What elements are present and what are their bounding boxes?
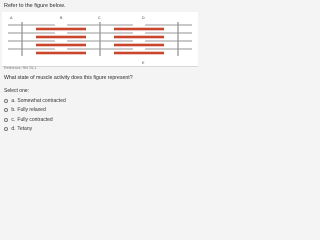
radio-c[interactable] [4, 118, 8, 122]
thick-filament [36, 36, 86, 39]
radio-b[interactable] [4, 108, 8, 112]
option-d[interactable] [4, 125, 66, 135]
radio-a[interactable] [4, 99, 8, 103]
option-d-letter: d. [11, 126, 16, 133]
label-e: E [142, 61, 145, 65]
answer-options [4, 96, 66, 134]
reference-note: Reference: Ref 25-1 [4, 66, 37, 70]
option-c-text: Fully contracted [17, 116, 53, 123]
option-d-text: Tetany [17, 126, 33, 133]
label-c: C [98, 16, 101, 20]
option-c-letter: c. [11, 116, 16, 123]
label-a: A [10, 16, 13, 20]
thick-filament [36, 28, 86, 31]
question-text: What state of muscle activity does this figure represent? [4, 75, 133, 81]
option-a-letter: a. [11, 97, 16, 104]
option-a[interactable] [4, 96, 66, 106]
thick-filament [114, 36, 164, 39]
option-b-letter: b. [11, 107, 16, 114]
thick-filament [36, 52, 86, 55]
thick-filament [114, 44, 164, 47]
option-a-text: Somewhat contracted [17, 97, 66, 104]
thick-filament [36, 44, 86, 47]
label-b: B [60, 16, 63, 20]
option-c[interactable] [4, 115, 66, 125]
question-prompt: Refer to the figure below. [4, 3, 66, 9]
label-d: D [142, 16, 145, 20]
select-one-label: Select one: [4, 88, 30, 94]
option-b-text: Fully relaxed [17, 107, 46, 114]
thick-filament [114, 52, 164, 55]
option-b[interactable] [4, 106, 66, 116]
thick-filament [114, 28, 164, 31]
radio-d[interactable] [4, 127, 8, 131]
sarcomere-diagram [2, 12, 198, 66]
